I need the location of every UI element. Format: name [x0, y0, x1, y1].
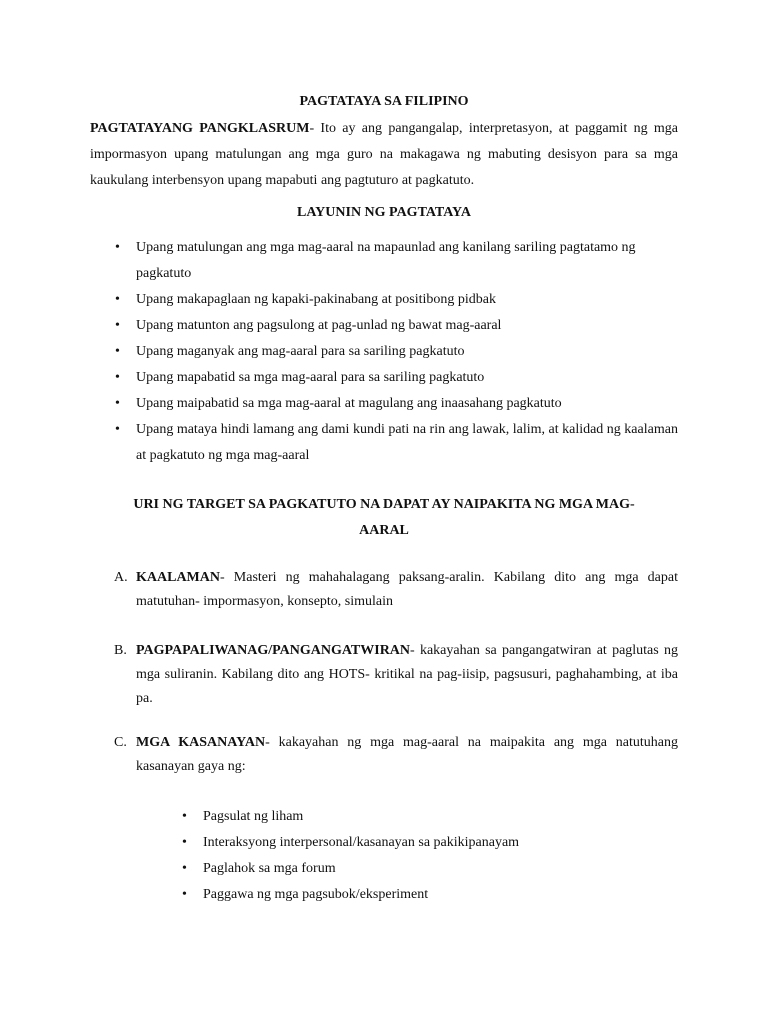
bullet-icon: •	[115, 318, 120, 333]
objectives-list	[115, 235, 678, 469]
target-term: PAGPAPALIWANAG/PANGANGATWIRAN	[136, 643, 411, 658]
bullet-icon: •	[115, 422, 120, 437]
list-item: • Interaksyong interpersonal/kasanayan sa pakikipanayam	[203, 830, 678, 856]
target-text: - kakayahan ng mga mag-aaral na maipakita ang mga natutuhang kasanayan gaya ng:	[136, 735, 678, 774]
target-term: MGA KASANAYAN	[136, 735, 266, 750]
target-item-b	[114, 639, 678, 711]
target-text: - kakayahan sa pangangatwiran at paglutas ng mga suliranin. Kabilang dito ang HOTS- kritikal na pag-iisip, pagsusuri, paghahambing, at iba pa.	[136, 643, 678, 706]
target-item-c	[114, 731, 678, 779]
target-item-a	[114, 566, 678, 614]
list-item: • Paggawa ng mga pagsubok/eksperiment	[203, 882, 678, 908]
target-letter: C.	[114, 735, 127, 750]
bullet-icon: •	[115, 292, 120, 307]
targets-heading-line: URI NG TARGET SA PAGKATUTO NA DAPAT AY NAIPAKITA NG MGA MAG-	[133, 497, 635, 512]
list-item: • Pagsulat ng liham	[203, 804, 678, 830]
target-term: KAALAMAN	[136, 570, 220, 585]
objectives-heading: LAYUNIN NG PAGTATAYA	[297, 205, 471, 220]
list-item: • Upang matulungan ang mga mag-aaral na mapaunlad ang kanilang sariling pagtatamo ng pagkatuto	[136, 235, 678, 287]
bullet-icon: •	[115, 344, 120, 359]
target-letter: B.	[114, 643, 127, 658]
definition-text: - Ito ay ang pangangalap, interpretasyon, at paggamit ng mga impormasyon upang matulungan ang mga guro na makagawa ng mabuting desisyon para sa mga kaukulang interbensyon upang mapabuti ang pagtuturo at pagkatuto.	[90, 121, 678, 188]
list-item: • Upang maganyak ang mag-aaral para sa sariling pagkatuto	[136, 339, 678, 365]
bullet-icon: •	[115, 396, 120, 411]
list-item: • Upang maipabatid sa mga mag-aaral at magulang ang inaasahang pagkatuto	[136, 391, 678, 417]
list-item: • Upang matunton ang pagsulong at pag-unlad ng bawat mag-aaral	[136, 313, 678, 339]
target-letter: A.	[114, 570, 128, 585]
bullet-icon: •	[182, 887, 187, 902]
bullet-icon: •	[182, 835, 187, 850]
definition-paragraph	[90, 116, 678, 194]
target-text: - Masteri ng mahahalagang paksang-aralin. Kabilang dito ang mga dapat matutuhan- impormasyon, konsepto, simulain	[136, 570, 678, 609]
bullet-icon: •	[182, 809, 187, 824]
document-title: PAGTATAYA SA FILIPINO	[299, 94, 469, 109]
targets-heading	[90, 492, 678, 544]
list-item: • Upang mapabatid sa mga mag-aaral para sa sariling pagkatuto	[136, 365, 678, 391]
bullet-icon: •	[115, 370, 120, 385]
list-item: • Paglahok sa mga forum	[203, 856, 678, 882]
skills-list	[182, 804, 678, 908]
bullet-icon: •	[182, 861, 187, 876]
targets-heading-line: AARAL	[359, 523, 409, 538]
bullet-icon: •	[115, 240, 120, 255]
list-item: • Upang mataya hindi lamang ang dami kundi pati na rin ang lawak, lalim, at kalidad ng kaalaman at pagkatuto ng mga mag-aaral	[136, 417, 678, 469]
list-item: • Upang makapaglaan ng kapaki-pakinabang at positibong pidbak	[136, 287, 678, 313]
definition-term: PAGTATAYANG PANGKLASRUM	[90, 121, 310, 136]
